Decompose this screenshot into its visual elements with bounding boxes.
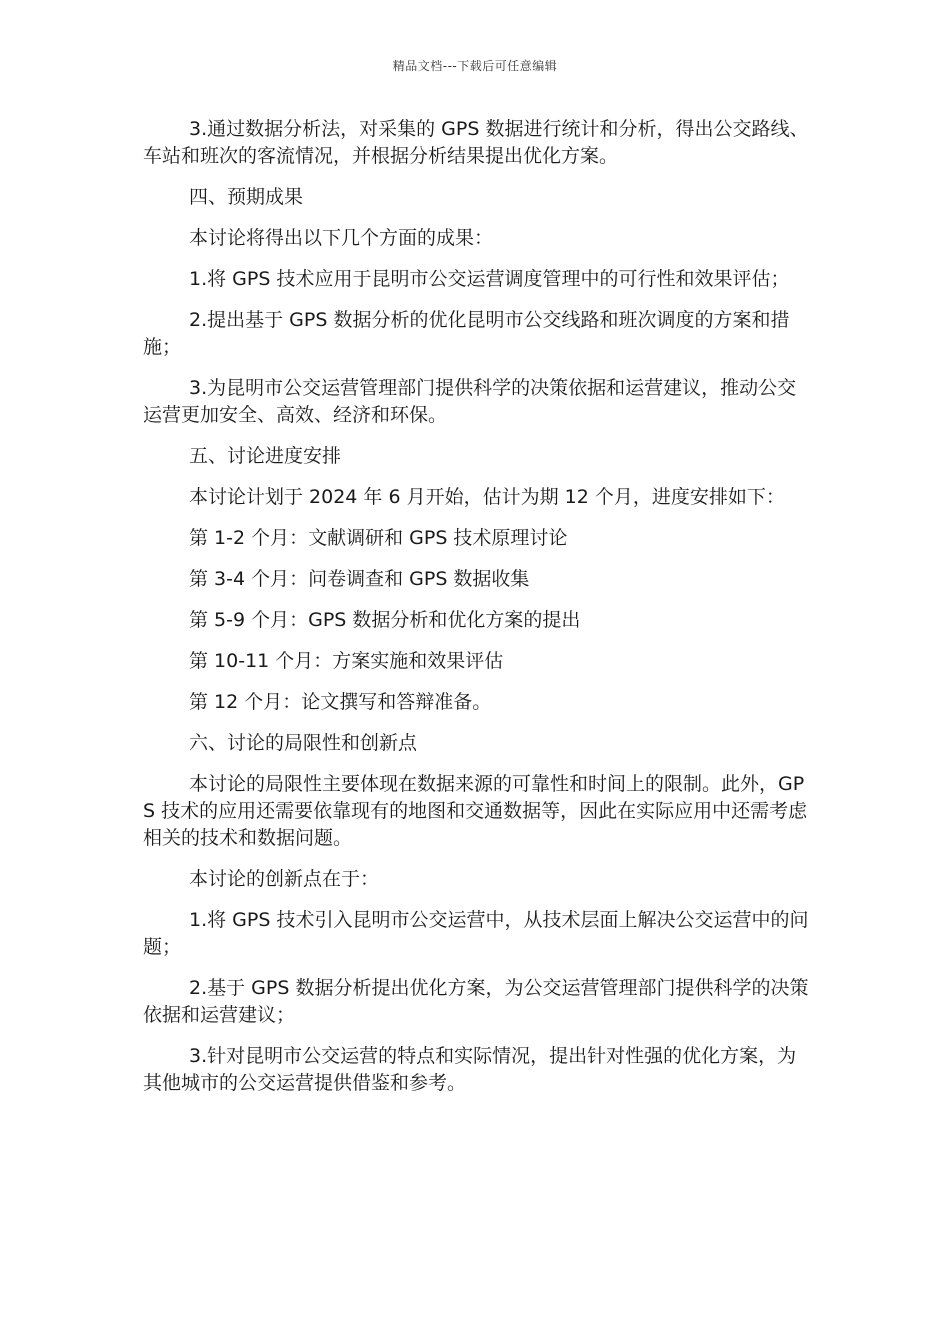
page-header: 精品文档---下载后可任意编辑 xyxy=(392,59,558,73)
document-body xyxy=(143,116,811,1111)
schedule-item-months-3-4: 第 3-4 个月：问卷调查和 GPS 数据收集 xyxy=(189,568,530,590)
list-item-innovation-3: 3.针对昆明市公交运营的特点和实际情况，提出针对性强的优化方案，为其他城市的公交运营提供借鉴和参考。 xyxy=(143,1045,797,1094)
list-item-result-2: 2.提出基于 GPS 数据分析的优化昆明市公交线路和班次调度的方案和措施； xyxy=(143,309,790,358)
section-heading-expected-results: 四、预期成果 xyxy=(189,186,304,208)
list-item-innovation-1: 1.将 GPS 技术引入昆明市公交运营中，从技术层面上解决公交运营中的问题； xyxy=(143,909,809,958)
schedule-item-months-5-9: 第 5-9 个月：GPS 数据分析和优化方案的提出 xyxy=(189,609,581,631)
list-item-result-3: 3.为昆明市公交运营管理部门提供科学的决策依据和运营建议，推动公交运营更加安全、高效、经济和环保。 xyxy=(143,377,797,426)
paragraph-schedule-intro: 本讨论计划于 2024 年 6 月开始，估计为期 12 个月，进度安排如下： xyxy=(189,486,785,508)
paragraph-analysis-method: 3.通过数据分析法，对采集的 GPS 数据进行统计和分析，得出公交路线、车站和班次的客流情况，并根据分析结果提出优化方案。 xyxy=(143,118,809,167)
paragraph-innovations-intro: 本讨论的创新点在于： xyxy=(189,868,380,890)
schedule-item-month-12: 第 12 个月：论文撰写和答辩准备。 xyxy=(189,691,492,713)
schedule-item-months-1-2: 第 1-2 个月：文献调研和 GPS 技术原理讨论 xyxy=(189,527,568,549)
section-heading-limitations-innovations: 六、讨论的局限性和创新点 xyxy=(189,732,418,754)
paragraph-limitations: 本讨论的局限性主要体现在数据来源的可靠性和时间上的限制。此外，GPS 技术的应用还需要依靠现有的地图和交通数据等，因此在实际应用中还需考虑相关的技术和数据问题。 xyxy=(143,773,808,849)
list-item-result-1: 1.将 GPS 技术应用于昆明市公交运营调度管理中的可行性和效果评估； xyxy=(189,268,790,290)
schedule-item-months-10-11: 第 10-11 个月：方案实施和效果评估 xyxy=(189,650,504,672)
list-item-innovation-2: 2.基于 GPS 数据分析提出优化方案，为公交运营管理部门提供科学的决策依据和运营建议； xyxy=(143,977,809,1026)
section-heading-schedule: 五、讨论进度安排 xyxy=(189,445,342,467)
paragraph-results-intro: 本讨论将得出以下几个方面的成果： xyxy=(189,227,494,249)
